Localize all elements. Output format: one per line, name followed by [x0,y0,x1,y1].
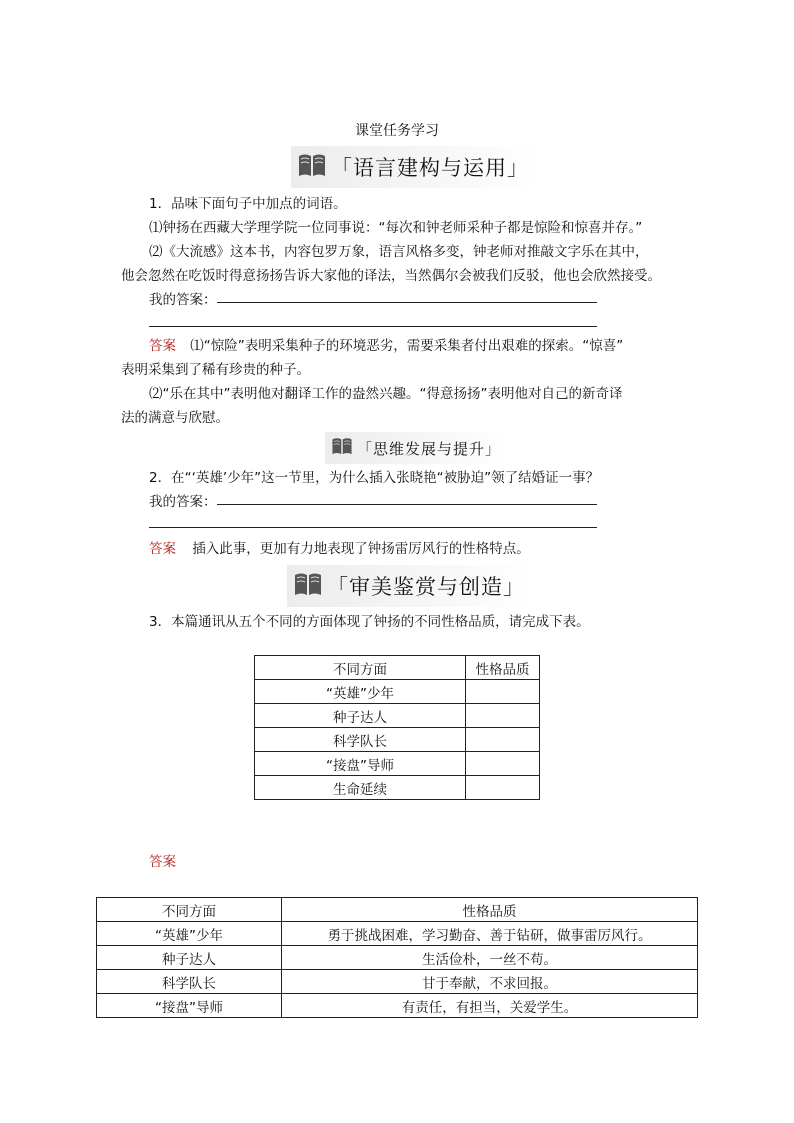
table-row [255,704,540,728]
blank-cell[interactable] [466,704,540,728]
table-cell: 科学队长 [97,970,282,994]
section-banner-language [291,146,537,188]
table-cell: “接盘”导师 [97,994,282,1018]
table-header: 不同方面 [255,656,466,680]
answer-1-line-1: 答案 ⑴“惊险”表明采集种子的环境恶劣，需要采集者付出艰难的探索。“惊喜” [149,338,624,354]
answer-label: 答案 [149,338,176,354]
answer-1-line-2: 表明采集到了稀有珍贵的种子。 [121,362,310,378]
table-cell: “接盘”导师 [255,752,466,776]
table-row [255,752,540,776]
table-row [97,922,698,946]
my-answer-label: 我的答案： [149,292,217,308]
section-title: 「审美鉴赏与创造」 [327,575,525,599]
answer-2-line-1: ⑵“乐在其中”表明他对翻译工作的盎然兴趣。“得意扬扬”表明他对自己的新奇译 [149,386,623,402]
book-icon [297,152,327,182]
table-header-row [97,898,698,922]
question-1: 1．品味下面句子中加点的词语。 [149,196,347,212]
section-banner-thinking [325,432,509,464]
book-icon [293,571,323,601]
table-cell: 种子达人 [255,704,466,728]
table-row [255,680,540,704]
table-row [97,994,698,1018]
answer-line [217,302,597,303]
table-cell: 生命延续 [255,776,466,800]
table-row [255,776,540,800]
table-cell: 生活俭朴，一丝不苟。 [282,946,698,970]
table-cell: 种子达人 [97,946,282,970]
table-header-row [255,656,540,680]
answer-line [217,504,597,505]
question-1-item-2: ⑵《大流感》这本书，内容包罗万象，语言风格多变，钟老师对推敲文字乐在其中， [149,244,649,260]
table-cell: 勇于挑战困难，学习勤奋、善于钻研，做事雷厉风行。 [282,922,698,946]
section-title: 「语言建构与运用」 [331,156,529,180]
answer-line [149,527,597,528]
page-title: 课堂任务学习 [355,123,439,139]
table-header: 不同方面 [97,898,282,922]
question-1-item-2-cont: 他会忽然在吃饭时得意扬扬告诉大家他的译法，当然偶尔会被我们反驳，他也会欣然接受。 [121,268,661,284]
question-1-item-1: ⑴钟扬在西藏大学理学院一位同事说：“每次和钟老师采种子都是惊险和惊喜并存。” [149,220,643,236]
table-cell: “英雄”少年 [255,680,466,704]
worksheet-table [254,655,540,800]
table-cell: 科学队长 [255,728,466,752]
answer-label: 答案 [149,854,176,870]
book-icon [331,436,353,460]
table-cell: “英雄”少年 [97,922,282,946]
section-banner-aesthetic [287,565,533,607]
table-cell: 甘于奉献，不求回报。 [282,970,698,994]
blank-cell[interactable] [466,752,540,776]
blank-cell[interactable] [466,728,540,752]
table-row [97,946,698,970]
answer-table [96,897,698,1018]
table-row [97,970,698,994]
my-answer-label: 我的答案： [149,494,217,510]
question-2: 2．在“‘英雄’少年”这一节里，为什么插入张晓艳“被胁迫”领了结婚证一事？ [149,470,600,486]
table-header: 性格品质 [282,898,698,922]
answer-q2: 答案 插入此事，更加有力地表现了钟扬雷厉风行的性格特点。 [149,541,530,557]
blank-cell[interactable] [466,680,540,704]
section-title: 「思维发展与提升」 [357,439,502,458]
answer-line [149,326,597,327]
blank-cell[interactable] [466,776,540,800]
table-row [255,728,540,752]
answer-label: 答案 [149,541,176,557]
table-cell: 有责任，有担当，关爱学生。 [282,994,698,1018]
table-header: 性格品质 [466,656,540,680]
question-3: 3．本篇通讯从五个不同的方面体现了钟扬的不同性格品质，请完成下表。 [149,614,590,630]
answer-2-line-2: 法的满意与欣慰。 [121,410,229,426]
